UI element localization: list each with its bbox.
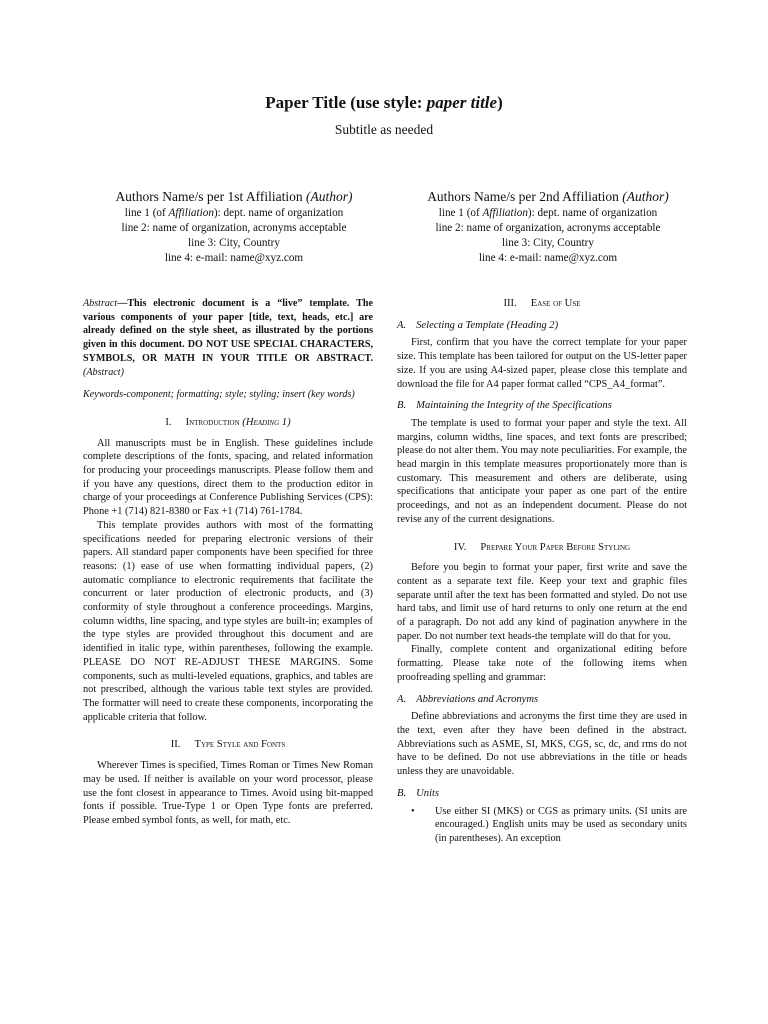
section-heading-introduction: I. Introduction (Heading 1) (165, 416, 291, 428)
list-item: • Use either SI (MKS) or CGS as primary units. (SI units are encouraged.) English units may be used as secondary units (in parentheses). An exception (411, 805, 687, 844)
keywords: Keywords-component; formatting; style; styling; insert (key words) (83, 389, 355, 401)
affiliation-line-2: line 2: name of organization, acronyms acceptable (121, 222, 347, 234)
type-style-paragraph: Wherever Times is specified, Times Roman or Times New Roman may be used. If neither is available on your word processor, please use the font closest in appearance to Times. Avoid using bit-mapped fonts if possible. True-Type 1 or Open Type fonts are preferred. Please embed symbol fonts, as well, for math, etc. (83, 760, 373, 826)
integrity-paragraph: The template is used to format your paper and style the text. All margins, column widths, line spaces, and text fonts are prescribed; please do not alter them. You may note peculiarities. For example, the head margin in this template measures proportionately more than is customary. This measurement and others are deliberate, using specifications that anticipate your paper as one part of the entire proceedings, and not as an independent document. Please do not revise any of the current designations. (397, 417, 687, 525)
units-list (397, 805, 687, 846)
affiliation-line-4: line 4: e-mail: name@xyz.com (164, 252, 304, 264)
section-heading-ease-of-use: III. Ease of Use (503, 298, 581, 309)
intro-paragraph-1: All manuscripts must be in English. These guidelines include complete descriptions of the fonts, spacing, and related information for producing your proceedings manuscripts. Please follow them and if you have any questions, direct them to the production editor in charge of your proceedings at Conference Publishing Services (CPS): Phone +1 (714) 821-8380 or Fax +1 (714) 761-1784. (83, 437, 373, 518)
subheading-abbreviations: A. Abbreviations and Acronyms (397, 693, 539, 705)
affiliation-line-1: line 1 (of Affiliation): dept. name of organization (124, 207, 344, 219)
section-heading-type-style: II. Type Style and Fonts (170, 739, 286, 751)
affiliation-line-2: line 2: name of organization, acronyms acceptable (435, 222, 661, 234)
bullet-icon: • (411, 805, 415, 817)
abbreviations-paragraph: Define abbreviations and acronyms the first time they are used in the text, even after they have been defined in the abstract. Abbreviations such as ASME, SI, MKS, CGS, sc, dc, and rms do not have to be defined. Do not use abbreviations in the title or heads unless they are unavoidable. (397, 711, 687, 778)
subheading-units: B. Units (397, 787, 440, 799)
subheading-selecting-template: A. Selecting a Template (Heading 2) (397, 319, 559, 331)
author-name: Authors Name/s per 2nd Affiliation (Author) (427, 189, 669, 204)
affiliation-line-4: line 4: e-mail: name@xyz.com (478, 252, 618, 264)
author-block-1 (84, 188, 384, 266)
subheading-integrity: B. Maintaining the Integrity of the Specifications (397, 400, 612, 412)
affiliation-line-3: line 3: City, Country (502, 237, 594, 249)
prepare-paragraph-2: Finally, complete content and organizational editing before formatting. Please take note of the following items when proofreading spelling and grammar: (397, 644, 687, 683)
prepare-paragraph-1: Before you begin to format your paper, first write and save the content as a separate text file. Keep your text and graphic files separate until after the text has been formatted and styled. Do not use hard tabs, and limit use of hard returns to only one return at the end of a paragraph. Do not add any kind of pagination anywhere in the paper. Do not number text heads-the template will do that for you. (397, 562, 687, 642)
affiliation-line-1: line 1 (of Affiliation): dept. name of organization (438, 207, 658, 219)
author-block-2 (398, 188, 698, 266)
abstract: Abstract—This electronic document is a “live” template. The various components of your paper [title, text, heads, etc.] are already defined on the style sheet, as illustrated by the portions given in this document. DO NOT USE SPECIAL CHARACTERS, SYMBOLS, OR MATH IN YOUR TITLE OR ABSTRACT. (Abstract) (83, 298, 373, 378)
section-heading-prepare-paper: IV. Prepare Your Paper Before Styling (453, 541, 631, 553)
selecting-template-paragraph: First, confirm that you have the correct template for your paper size. This template has been tailored for output on the US-letter paper size. If you are using A4-sized paper, please close this template and download the file for A4 paper format called “CPS_A4_format”. (397, 337, 687, 390)
paper-subtitle: Subtitle as needed (334, 122, 434, 137)
right-column (397, 297, 687, 846)
intro-paragraph-2: This template provides authors with most of the formatting specifications needed for preparing electronic versions of their papers. All standard paper components have been specified for three reasons: (1) ease of use when formatting individual papers, (2) automatic compliance to electronic requirements that facilitate the concurrent or later production of electronic products, and (3) conformity of style throughout a conference proceedings. Margins, column widths, line spacing, and type styles are built-in; examples of the type styles are provided throughout this document and are identified in italic type, within parentheses, following the example. PLEASE DO NOT RE-ADJUST THESE MARGINS. Some components, such as multi-leveled equations, graphics, and tables are not prescribed, although the various table text styles are provided. The formatter will need to create these components, incorporating the applicable criteria that follow. (83, 519, 373, 723)
left-column (83, 297, 373, 828)
author-name: Authors Name/s per 1st Affiliation (Author) (115, 189, 353, 204)
affiliation-line-3: line 3: City, Country (188, 237, 280, 249)
paper-title: Paper Title (use style: paper title) (265, 93, 503, 112)
